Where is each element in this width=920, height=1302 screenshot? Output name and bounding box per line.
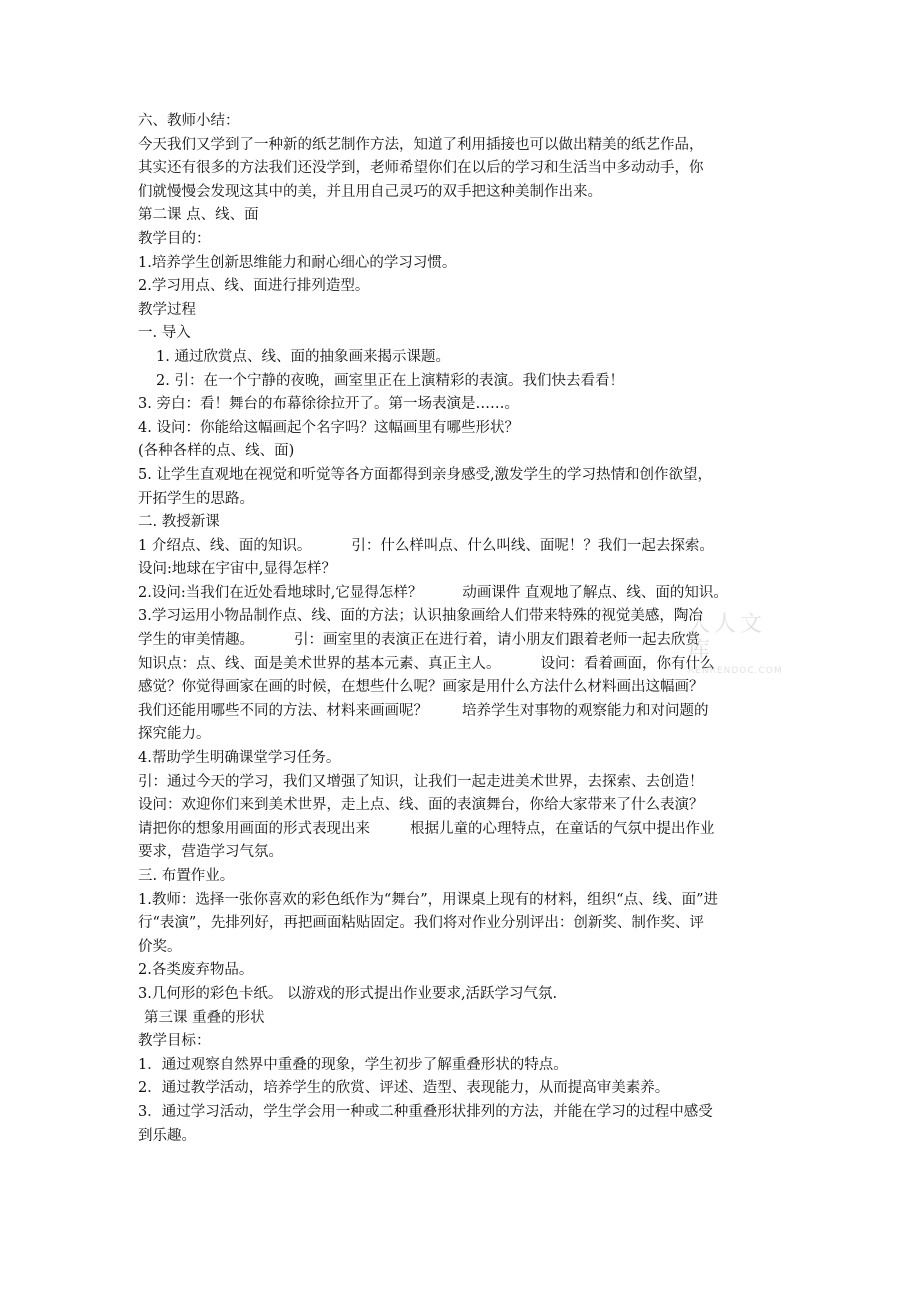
section-heading: 三. 布置作业。: [138, 868, 235, 884]
paragraph-line: [138, 535, 788, 559]
text-segment: 我们还能用哪些不同的方法、材料来画画呢？: [138, 702, 428, 719]
list-item: 1.培养学生创新思维能力和耐心细心的学习习惯。: [138, 254, 457, 271]
text-segment: 2.设问:当我们在近处看地球时,它显得怎样？: [138, 584, 423, 601]
paragraph-line: 价奖。: [138, 938, 182, 955]
text-segment: 根据儿童的心理特点，在童话的气氛中提出作业: [410, 820, 715, 837]
list-item: 5. 让学生直观地在视觉和听觉等各方面都得到亲身感受,激发学生的学习热情和创作欲望，: [138, 466, 713, 483]
text-segment: 知识点：点、线、面是美术世界的基本元素、真正主人。: [138, 655, 501, 672]
paragraph-line: 设问：欢迎你们来到美术世界，走上点、线、面的表演舞台，你给大家带来了什么表演？: [138, 797, 704, 814]
paragraph-line: 引：通过今天的学习，我们又增强了知识，让我们一起走进美术世界，去探索、去创造！: [138, 773, 704, 790]
paragraph-line: [138, 582, 788, 606]
paragraph-line: 感觉？你觉得画家在画的时候，在想些什么呢？画家是用什么方法什么材料画出这幅画？: [138, 679, 704, 696]
paragraph-line: 开拓学生的思路。: [138, 490, 254, 507]
paragraph-line: [138, 629, 788, 653]
text-segment: 培养学生对事物的观察能力和对问题的: [462, 702, 709, 719]
list-item: 3. 旁白：看！舞台的布幕徐徐拉开了。第一场表演是……。: [138, 396, 519, 413]
list-item: 3．通过学习活动，学生学会用一种或二种重叠形状排列的方法，并能在学习的过程中感受: [138, 1103, 713, 1120]
paragraph-line: 到乐趣。: [138, 1127, 196, 1144]
paragraph-line: 们就慢慢会发现这其中的美，并且用自己灵巧的双手把这种美制作出来。: [138, 183, 602, 200]
paragraph-line: 探究能力。: [138, 726, 211, 743]
text-segment: 1 介绍点、线、面的知识。: [138, 537, 312, 554]
section-heading-summary: 六、教师小结：: [138, 113, 240, 129]
list-item: 1. 通过欣赏点、线、面的抽象画来揭示课题。: [156, 348, 450, 365]
list-item: 2.学习用点、线、面进行排列造型。: [138, 278, 370, 295]
text-segment: 设问：看着画面，你有什么: [540, 655, 715, 672]
paragraph-line: [138, 818, 788, 842]
watermark-subtext: RENRENDOC.COM: [688, 666, 783, 676]
text-segment: 请把你的想象用画面的形式表现出来: [138, 820, 370, 837]
list-item: 4.帮助学生明确课堂学习任务。: [138, 750, 341, 767]
paragraph-line: 行“表演”，先排列好，再把画面粘贴固定。我们将对作业分别评出：创新奖、制作奖、评: [138, 915, 704, 932]
list-item: 4. 设问：你能给这幅画起个名字吗？这幅画里有哪些形状？: [138, 419, 519, 436]
section-heading: 一. 导入: [138, 325, 191, 342]
lesson-title: 第三课 重叠的形状: [144, 1009, 265, 1026]
list-item: 1．通过观察自然界中重叠的现象，学生初步了解重叠形状的特点。: [138, 1056, 568, 1073]
text-segment: 引：画室里的表演正在进行着，请小朋友们跟着老师一起去欣赏: [294, 632, 700, 649]
list-item: 2. 引：在一个宁静的夜晚，画室里正在上演精彩的表演。我们快去看看！: [156, 372, 624, 389]
watermark-text: 人人文库: [688, 612, 767, 663]
paragraph-line: 要求，营造学习气氛。: [138, 844, 283, 861]
text-segment: 动画课件 直观地了解点、线、面的知识。: [462, 584, 728, 601]
list-item: 2.各类废弃物品。: [138, 962, 254, 979]
subheading: 教学目标：: [138, 1033, 211, 1050]
paragraph-line: [138, 700, 788, 724]
paragraph-line: 其实还有很多的方法我们还没学到，老师希望你们在以后的学习和生活当中多动动手，你: [138, 160, 704, 177]
subheading: 教学目的：: [138, 230, 211, 247]
subheading: 教学过程: [138, 301, 196, 318]
paragraph-line: 今天我们又学到了一种新的纸艺制作方法，知道了利用插接也可以做出精美的纸艺作品，: [138, 136, 704, 153]
lesson-title: 第二课 点、线、面: [138, 207, 259, 224]
section-heading: 二. 教授新课: [138, 514, 220, 531]
paragraph-line: 设问:地球在宇宙中,显得怎样？: [138, 561, 336, 578]
list-item: 1.教师：选择一张你喜欢的彩色纸作为“舞台”，用课桌上现有的材料，组织“点、线、面”进: [138, 891, 718, 908]
list-item: 2．通过教学活动，培养学生的欣赏、评述、造型、表现能力，从而提高审美素养。: [138, 1080, 670, 1097]
list-item: 3.几何形的彩色卡纸。 以游戏的形式提出作业要求,活跃学习气氛.: [138, 985, 558, 1002]
text-segment: 引：什么样叫点、什么叫线、面呢！？我们一起去探索。: [351, 537, 714, 554]
paragraph-line: (各种各样的点、线、面): [138, 443, 295, 460]
paragraph-line: 3.学习运用小物品制作点、线、面的方法；认识抽象画给人们带来特殊的视觉美感，陶冶: [138, 608, 703, 625]
text-segment: 学生的审美情趣。: [138, 632, 254, 649]
document-page: [138, 110, 788, 1148]
paragraph-line: [138, 653, 788, 677]
